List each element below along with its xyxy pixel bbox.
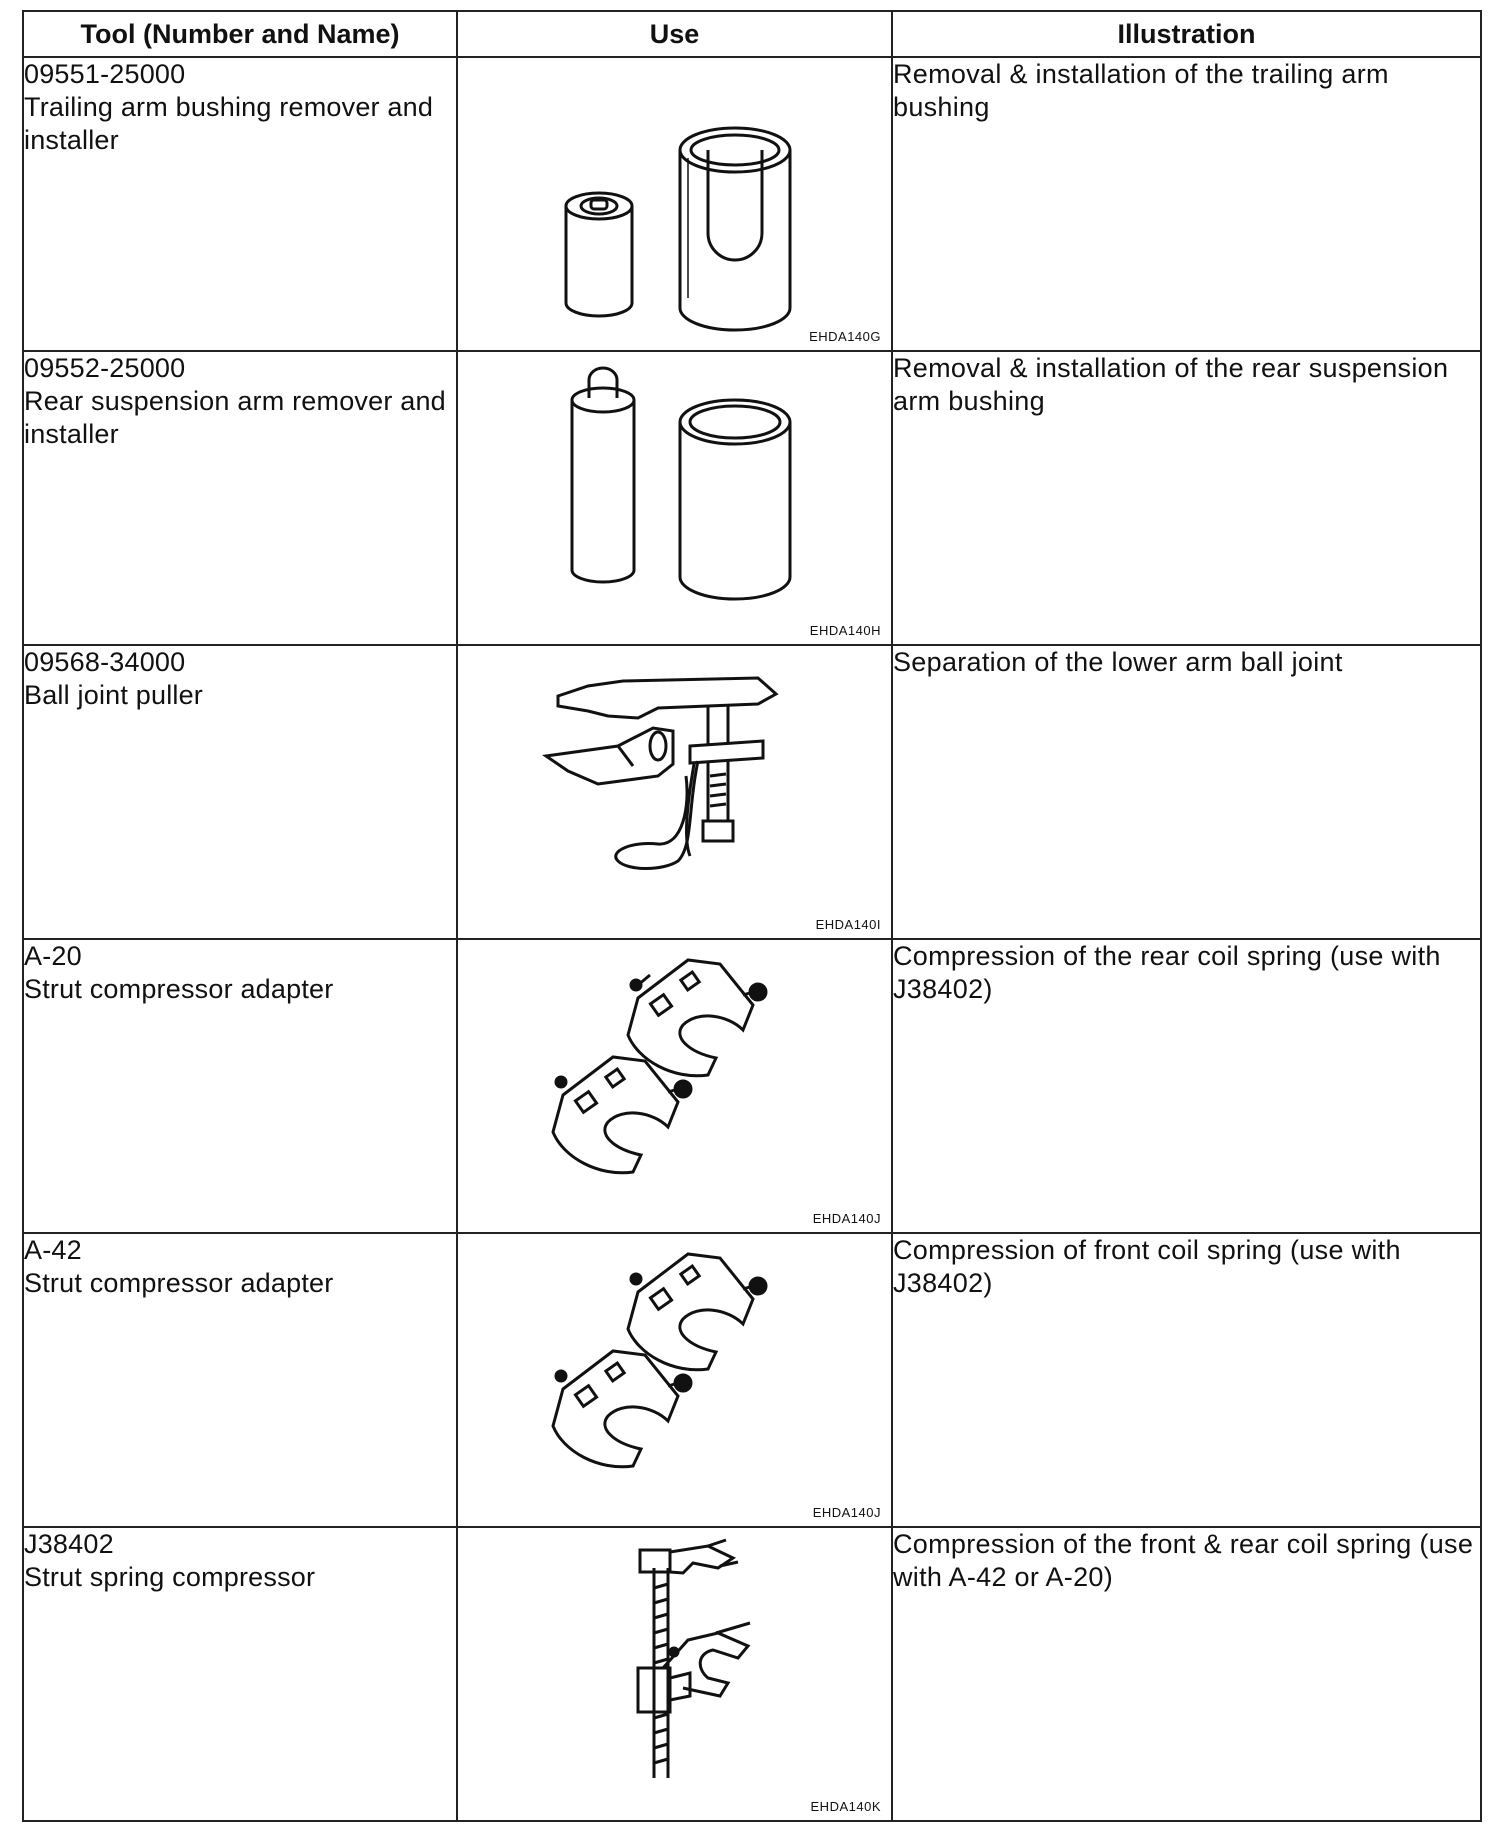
- description-cell: Removal & installation of the rear suspension arm bushing: [892, 351, 1481, 645]
- tool-number: 09568-34000: [24, 647, 186, 677]
- figure-code: EHDA140J: [812, 1211, 881, 1226]
- tool-number: 09551-25000: [24, 59, 186, 89]
- table-row: [23, 1233, 1481, 1527]
- table-row: [23, 939, 1481, 1233]
- tool-cell: [23, 57, 457, 351]
- tool-cell: [23, 351, 457, 645]
- description-cell: Separation of the lower arm ball joint: [892, 645, 1481, 939]
- figure-code: EHDA140I: [815, 917, 881, 932]
- tool-picture-cell: [457, 57, 892, 351]
- tool-name: Strut compressor adapter: [24, 1268, 334, 1298]
- tool-name: Ball joint puller: [24, 680, 203, 710]
- tool-number: 09552-25000: [24, 353, 186, 383]
- special-tools-table: [22, 10, 1482, 1822]
- figure-code: EHDA140H: [809, 623, 881, 638]
- tool-name: Strut compressor adapter: [24, 974, 334, 1004]
- table-row: [23, 351, 1481, 645]
- header-use: Use: [457, 11, 892, 57]
- tool-cell: [23, 645, 457, 939]
- tool-picture-cell: [457, 645, 892, 939]
- description-cell: Removal & installation of the trailing arm bushing: [892, 57, 1481, 351]
- table-row: [23, 645, 1481, 939]
- tool-number: A-20: [24, 941, 82, 971]
- description-cell: Compression of the rear coil spring (use with J38402): [892, 939, 1481, 1233]
- tool-number: J38402: [24, 1529, 114, 1559]
- description-cell: Compression of the front & rear coil spring (use with A-42 or A-20): [892, 1527, 1481, 1821]
- header-tool: Tool (Number and Name): [23, 11, 457, 57]
- table-row: [23, 57, 1481, 351]
- tool-cell: [23, 1527, 457, 1821]
- compressor-adapter-icon: [458, 940, 893, 1232]
- figure-code: EHDA140K: [810, 1799, 881, 1814]
- tool-name: Rear suspension arm remover and installer: [24, 386, 446, 449]
- tool-picture-cell: [457, 939, 892, 1233]
- tool-picture-cell: [457, 1233, 892, 1527]
- tool-name: Strut spring compressor: [24, 1562, 316, 1592]
- tool-cell: [23, 939, 457, 1233]
- table-header-row: [23, 11, 1481, 57]
- spring-compressor-icon: [458, 1528, 893, 1820]
- tool-name: Trailing arm bushing remover and installer: [24, 92, 434, 155]
- tool-cell: [23, 1233, 457, 1527]
- figure-code: EHDA140J: [812, 1505, 881, 1520]
- bushing-tool-icon: [458, 58, 893, 350]
- compressor-adapter-icon: [458, 1234, 893, 1526]
- tool-number: A-42: [24, 1235, 82, 1265]
- ball-joint-puller-icon: [458, 646, 893, 938]
- figure-code: EHDA140G: [809, 329, 881, 344]
- tool-picture-cell: [457, 1527, 892, 1821]
- special-tools-sheet: [22, 10, 1480, 1825]
- description-cell: Compression of front coil spring (use with J38402): [892, 1233, 1481, 1527]
- header-illustration: Illustration: [892, 11, 1481, 57]
- table-row: [23, 1527, 1481, 1821]
- tool-picture-cell: [457, 351, 892, 645]
- bushing-tool-icon: [458, 352, 893, 644]
